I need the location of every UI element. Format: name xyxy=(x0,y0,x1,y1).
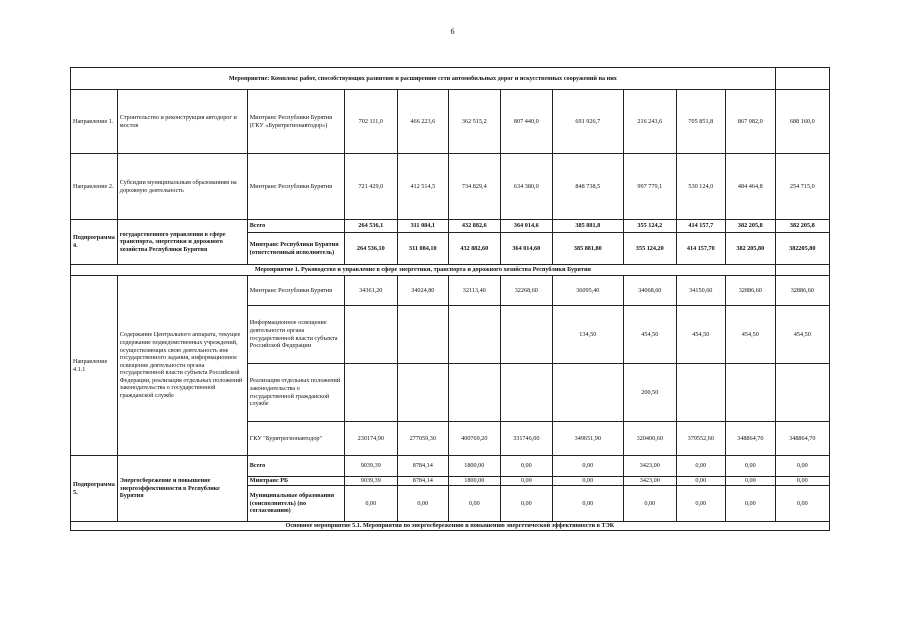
value-cell: 702 111,0 xyxy=(344,90,397,154)
page-number: 6 xyxy=(450,27,455,36)
value-cell: 355 124,20 xyxy=(623,233,676,265)
value-cell: 454,50 xyxy=(775,306,829,364)
value-cell: 364 014,60 xyxy=(500,233,552,265)
value-cell: 0,00 xyxy=(623,486,676,522)
value-cell: 34150,60 xyxy=(676,276,725,306)
value-cell: 848 738,5 xyxy=(552,154,623,220)
value-cell: 9039,39 xyxy=(344,456,397,477)
value-cell: 3423,00 xyxy=(623,456,676,477)
value-cell: 454,50 xyxy=(725,306,775,364)
value-cell: 867 082,0 xyxy=(725,90,775,154)
executor-label: Минтранс Республики Бурятия xyxy=(247,276,344,306)
value-cell: 484 464,8 xyxy=(725,154,775,220)
value-cell: 364 014,6 xyxy=(500,220,552,233)
value-cell: 34068,60 xyxy=(623,276,676,306)
value-cell: 688 160,0 xyxy=(775,90,829,154)
value-cell xyxy=(725,364,775,422)
value-cell: 32886,60 xyxy=(775,276,829,306)
value-cell: 0,00 xyxy=(775,486,829,522)
value-cell: 0,00 xyxy=(552,477,623,486)
value-cell xyxy=(676,364,725,422)
value-cell: 349651,90 xyxy=(552,422,623,456)
subprogram-code: Подпрограмма 4. xyxy=(71,220,118,265)
executor-label: Муниципальные образования (соисполнитель) (по согласованию) xyxy=(247,486,344,522)
table-row xyxy=(71,68,830,90)
value-cell: 0,00 xyxy=(676,486,725,522)
value-cell: 0,00 xyxy=(344,486,397,522)
value-cell: 0,00 xyxy=(725,486,775,522)
value-cell xyxy=(500,364,552,422)
value-cell: 134,50 xyxy=(552,306,623,364)
value-cell: 1800,00 xyxy=(448,477,500,486)
value-cell: 264 536,1 xyxy=(344,220,397,233)
value-cell xyxy=(344,306,397,364)
value-cell: 0,00 xyxy=(397,486,448,522)
value-cell: 3423,00 xyxy=(623,477,676,486)
value-cell: 634 380,0 xyxy=(500,154,552,220)
value-cell: 379552,60 xyxy=(676,422,725,456)
executor-label: ГКУ "Бурятрегионавтодор" xyxy=(247,422,344,456)
value-cell: 32268,60 xyxy=(500,276,552,306)
value-cell: 454,50 xyxy=(676,306,725,364)
value-cell: 454,50 xyxy=(623,306,676,364)
value-cell: 34361,20 xyxy=(344,276,397,306)
value-cell: 0,00 xyxy=(676,456,725,477)
value-cell: 355 124,2 xyxy=(623,220,676,233)
value-cell: 0,00 xyxy=(552,486,623,522)
empty-cell xyxy=(775,265,829,276)
table-row xyxy=(71,276,830,306)
value-cell: 36095,40 xyxy=(552,276,623,306)
direction-name: Содержание Центрального аппарата, текущее содержание подведомственных учреждений, осуществляющих свою деятельность вне государственного задания, информационное освещение деятельности органа государственной власти субъекта Российской Федерации, реализация отдельных положений законодательства о государственной гражданской службе xyxy=(117,276,247,456)
value-cell: 466 223,6 xyxy=(397,90,448,154)
measure-header: Мероприятие 1. Руководство и управление в сфере энергетики, транспорта и дорожного хозяйства Республики Бурятия xyxy=(71,265,776,276)
value-cell: 0,00 xyxy=(676,477,725,486)
value-cell: 382205,80 xyxy=(775,233,829,265)
subprogram-code: Подпрограмма 5. xyxy=(71,456,118,522)
value-cell: 32886,60 xyxy=(725,276,775,306)
value-cell: 432 882,60 xyxy=(448,233,500,265)
value-cell: 311 084,10 xyxy=(397,233,448,265)
row-name: Субсидии муниципальным образованиям на дорожную деятельность xyxy=(117,154,247,220)
table-row xyxy=(71,522,830,531)
value-cell xyxy=(775,364,829,422)
value-cell: 530 124,0 xyxy=(676,154,725,220)
value-cell xyxy=(344,364,397,422)
value-cell xyxy=(448,364,500,422)
subprogram-name: государственного управления в сфере транспорта, энергетики и дорожного хозяйства Республики Бурятия xyxy=(117,220,247,265)
value-cell: 0,00 xyxy=(448,486,500,522)
value-cell: 362 515,2 xyxy=(448,90,500,154)
value-cell: 807 440,0 xyxy=(500,90,552,154)
value-cell: 0,00 xyxy=(725,456,775,477)
value-cell: 412 514,5 xyxy=(397,154,448,220)
value-cell: 414 157,7 xyxy=(676,220,725,233)
value-cell: 9039,39 xyxy=(344,477,397,486)
row-name: Строительство и реконструкция автодорог и мостов xyxy=(117,90,247,154)
table-row xyxy=(71,456,830,477)
value-cell xyxy=(397,364,448,422)
value-cell: 385 881,80 xyxy=(552,233,623,265)
value-cell: 382 205,80 xyxy=(725,233,775,265)
value-cell: 230174,90 xyxy=(344,422,397,456)
measure-header: Основное мероприятие 5.1. Мероприятия по энергосбережению и повышению энергетической эффективности в ТЭК xyxy=(71,522,830,531)
value-cell: 997 779,1 xyxy=(623,154,676,220)
value-cell: 277059,30 xyxy=(397,422,448,456)
executor-label: Информационное освещение деятельности органа государственной власти субъекта Российской Федерации xyxy=(247,306,344,364)
value-cell: 34024,80 xyxy=(397,276,448,306)
value-cell: 1800,00 xyxy=(448,456,500,477)
row-code: Направление 1. xyxy=(71,90,118,154)
value-cell: 414 157,70 xyxy=(676,233,725,265)
value-cell: 348864,70 xyxy=(775,422,829,456)
value-cell: 0,00 xyxy=(500,456,552,477)
row-executor: Минтранс Республики Бурятия (ГКУ «Бурятрегионавтодор») xyxy=(247,90,344,154)
value-cell: 200,50 xyxy=(623,364,676,422)
value-cell xyxy=(552,364,623,422)
empty-cell xyxy=(775,68,829,90)
value-cell: 348864,70 xyxy=(725,422,775,456)
row-executor: Минтранс Республики Бурятия xyxy=(247,154,344,220)
value-cell: 8784,14 xyxy=(397,477,448,486)
executor-label: Реализация отдельных положений законодательства о государственной гражданской службе xyxy=(247,364,344,422)
value-cell: 331746,00 xyxy=(500,422,552,456)
value-cell: 721 429,0 xyxy=(344,154,397,220)
value-cell: 0,00 xyxy=(500,477,552,486)
value-cell xyxy=(500,306,552,364)
value-cell: 0,00 xyxy=(552,456,623,477)
value-cell: 216 243,6 xyxy=(623,90,676,154)
table-row xyxy=(71,90,830,154)
value-cell: 382 205,8 xyxy=(775,220,829,233)
value-cell: 0,00 xyxy=(775,477,829,486)
value-cell: 264 536,10 xyxy=(344,233,397,265)
value-cell: 432 882,6 xyxy=(448,220,500,233)
activity-header: Мероприятие: Комплекс работ, способствующих развитию и расширению сети автомобильных дорог и искусственных сооружений на них xyxy=(71,68,776,90)
table-row xyxy=(71,154,830,220)
value-cell: 385 881,8 xyxy=(552,220,623,233)
value-cell: 254 715,0 xyxy=(775,154,829,220)
value-cell: 400769,20 xyxy=(448,422,500,456)
value-cell: 734 829,4 xyxy=(448,154,500,220)
table-row xyxy=(71,220,830,233)
total-label: Всего xyxy=(247,220,344,233)
executor-label: Минтранс РБ xyxy=(247,477,344,486)
table-row xyxy=(71,265,830,276)
row-code: Направление 2. xyxy=(71,154,118,220)
value-cell: 311 084,1 xyxy=(397,220,448,233)
value-cell: 0,00 xyxy=(775,456,829,477)
budget-table xyxy=(70,67,830,531)
value-cell: 705 851,8 xyxy=(676,90,725,154)
value-cell: 32113,40 xyxy=(448,276,500,306)
direction-code: Направление 4.1.1 xyxy=(71,276,118,456)
value-cell: 382 205,8 xyxy=(725,220,775,233)
value-cell xyxy=(448,306,500,364)
total-label: Всего xyxy=(247,456,344,477)
executor-label: Минтранс Республики Бурятия (ответственный исполнитель) xyxy=(247,233,344,265)
value-cell: 0,00 xyxy=(725,477,775,486)
value-cell xyxy=(397,306,448,364)
value-cell: 0,00 xyxy=(500,486,552,522)
value-cell: 691 926,7 xyxy=(552,90,623,154)
subprogram-name: Энергосбережение и повышение энергоэффективности в Республике Бурятия xyxy=(117,456,247,522)
value-cell: 320400,60 xyxy=(623,422,676,456)
value-cell: 8784,14 xyxy=(397,456,448,477)
